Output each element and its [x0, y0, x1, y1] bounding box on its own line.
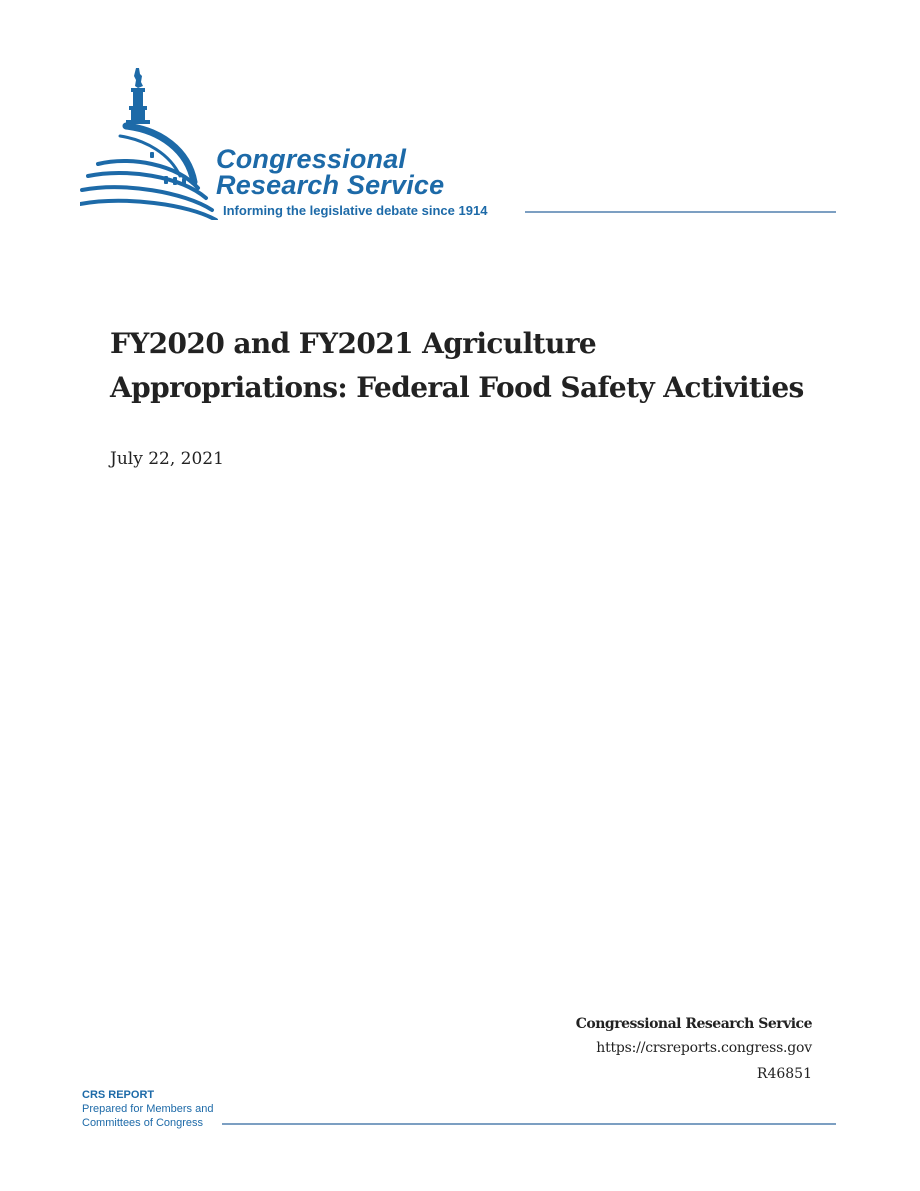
logo-wordmark [216, 146, 444, 198]
logo-tagline: Informing the legislative debate since 1914 [223, 203, 488, 218]
footer-description [82, 1102, 213, 1130]
publisher-url-link[interactable]: https://crsreports.congress.gov [596, 1040, 812, 1056]
publisher-block [576, 1013, 812, 1085]
report-title [110, 322, 850, 410]
footer [82, 1088, 836, 1132]
capitol-dome-icon [80, 64, 220, 220]
footer-label: CRS REPORT [82, 1089, 155, 1101]
logo-name-line1: Congressional [216, 144, 407, 174]
report-title-line1: FY2020 and FY2021 Agriculture [110, 327, 597, 360]
footer-desc-line2: Committees of Congress [82, 1117, 204, 1129]
footer-desc-line1: Prepared for Members and [82, 1103, 214, 1115]
logo-divider [525, 211, 836, 213]
report-date: July 22, 2021 [110, 449, 224, 469]
crs-logo [80, 64, 840, 224]
report-number: R46851 [756, 1066, 812, 1082]
logo-tagline-row [223, 203, 836, 219]
publisher-name: Congressional Research Service [575, 1016, 812, 1032]
logo-name-line2: Research Service [216, 170, 445, 200]
report-title-line2: Appropriations: Federal Food Safety Activities [110, 371, 804, 404]
footer-divider [222, 1123, 836, 1125]
